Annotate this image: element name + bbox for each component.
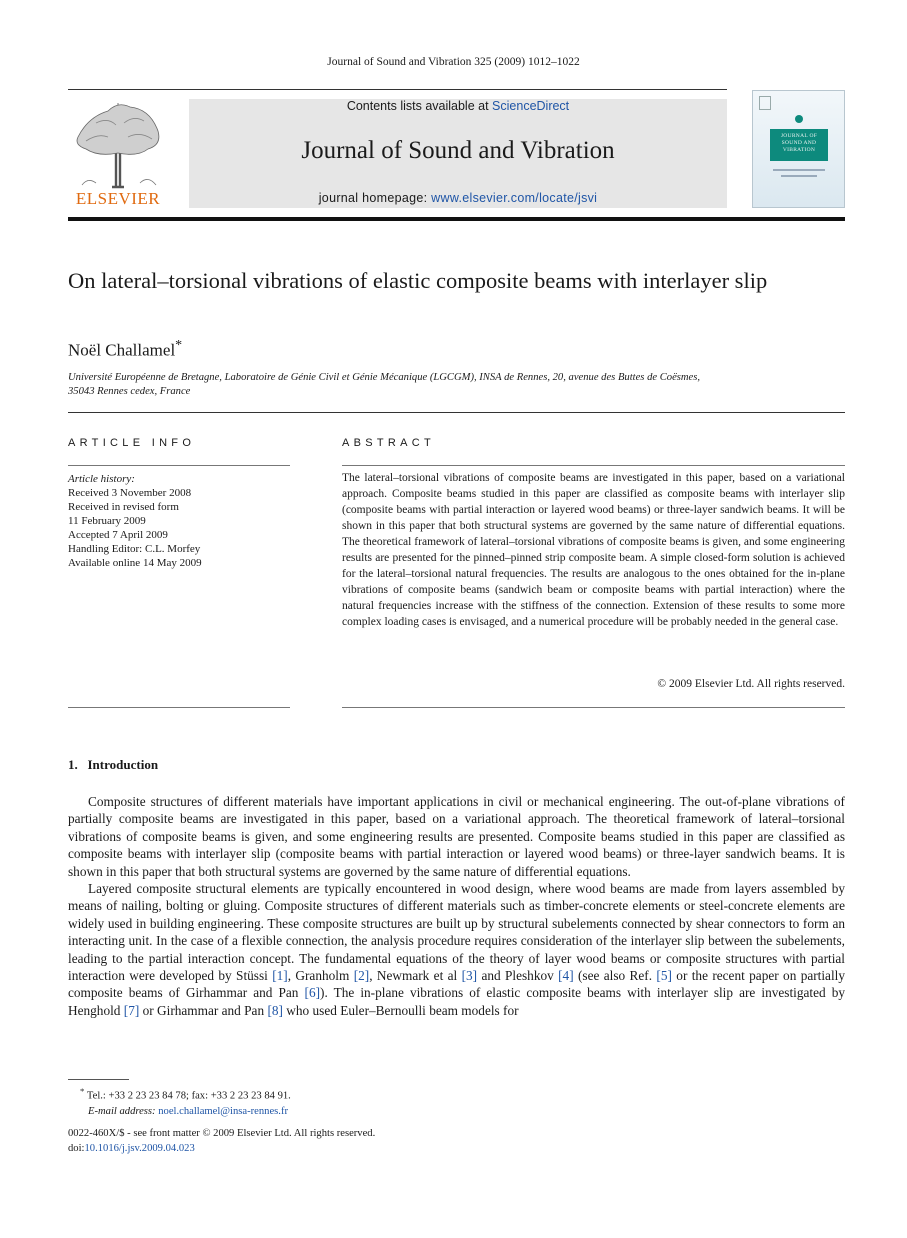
citation-2[interactable]: [2] bbox=[353, 968, 370, 984]
elsevier-tree-icon bbox=[68, 97, 168, 189]
para2-text: who used Euler–Bernoulli beam models for bbox=[282, 1002, 519, 1018]
doi-label: doi: bbox=[68, 1143, 85, 1154]
article-title: On lateral–torsional vibrations of elastic composite beams with interlayer slip bbox=[68, 268, 768, 293]
front-matter bbox=[68, 1126, 768, 1156]
affiliation-line-1: Université Européenne de Bretagne, Laboratoire de Génie Civil et Génie Mécanique (LGCGM), INSA de Rennes, 20, avenue des Buttes de Coësmes, bbox=[68, 372, 701, 383]
sciencedirect-link[interactable]: ScienceDirect bbox=[492, 99, 570, 113]
running-head: Journal of Sound and Vibration 325 (2009) 1012–1022 bbox=[327, 56, 580, 68]
citation-3[interactable]: [3] bbox=[461, 968, 478, 984]
homepage-prefix: journal homepage: bbox=[318, 191, 428, 205]
para2-text: ). The in-plane vibrations of elastic composite beams with interlayer slip are investigated by Henghold bbox=[68, 985, 845, 1018]
abstract-rule bbox=[342, 465, 845, 466]
affiliation-line-2: 35043 Rennes cedex, France bbox=[68, 386, 191, 397]
citation-1[interactable]: [1] bbox=[272, 968, 288, 984]
abstract-bottom-rule bbox=[342, 707, 845, 708]
para2-text: Layered composite structural elements are typically encountered in wood design, where wood beams are made from layers assembled by means of nailing, bolting or gluing. Composite structures of different materials such as timber-concrete elements or steel-concrete elements are widely used in building engineering. These composite structures are built up by structural subelements connected by shear connectors to form an interacting unit. In the case of a flexible connection, the analysis procedure requires consideration of the interlayer slip between the subelements, leading to the partial interaction concept. The fundamental equations of the theory of layer wood beams or composite structures with partial interaction were developed by Stüssi bbox=[68, 881, 845, 984]
article-info-rule bbox=[68, 465, 290, 466]
article-history bbox=[68, 472, 290, 570]
journal-cover-thumbnail[interactable] bbox=[752, 90, 845, 208]
journal-masthead bbox=[189, 99, 727, 208]
author-line bbox=[68, 338, 182, 361]
cover-emblem-icon bbox=[795, 115, 803, 123]
history-item: Available online 14 May 2009 bbox=[68, 557, 202, 569]
history-item: Handling Editor: C.L. Morfey bbox=[68, 543, 201, 555]
elsevier-logo[interactable] bbox=[68, 97, 168, 209]
issn-line: 0022-460X/$ - see front matter © 2009 Elsevier Ltd. All rights reserved. bbox=[68, 1128, 376, 1139]
doi-link[interactable]: 10.1016/j.jsv.2009.04.023 bbox=[84, 1143, 195, 1154]
para2-text: , Newmark et al bbox=[369, 968, 458, 984]
footnote-tel: Tel.: +33 2 23 23 84 78; fax: +33 2 23 23 84 91. bbox=[86, 1090, 291, 1102]
header-top-rule bbox=[68, 89, 727, 90]
citation-6[interactable]: [6] bbox=[304, 985, 321, 1001]
abstract-copyright: © 2009 Elsevier Ltd. All rights reserved. bbox=[657, 678, 845, 690]
para2-text: and Pleshkov bbox=[477, 968, 554, 984]
history-item: Received 3 November 2008 bbox=[68, 487, 192, 499]
para2-text: , Granholm bbox=[287, 968, 350, 984]
para2-text: (see also Ref. bbox=[573, 968, 653, 984]
footnote-rule bbox=[68, 1079, 129, 1080]
cover-line-2 bbox=[781, 175, 817, 177]
cover-title-band: JOURNAL OF SOUND AND VIBRATION bbox=[770, 129, 828, 161]
history-item: Received in revised form bbox=[68, 501, 179, 513]
para2-text: or the recent paper on partially composite beams of Girhammar and Pan bbox=[68, 968, 845, 1001]
header-thick-rule bbox=[68, 217, 845, 221]
history-item: 11 February 2009 bbox=[68, 515, 146, 527]
abstract-heading: ABSTRACT bbox=[342, 437, 436, 449]
author-footnote-mark[interactable]: * bbox=[175, 338, 183, 353]
footnote-contact bbox=[68, 1084, 768, 1104]
history-label: Article history: bbox=[68, 473, 135, 485]
citation-8[interactable]: [8] bbox=[267, 1002, 283, 1018]
footnote-email-line bbox=[68, 1104, 768, 1119]
author-name: Noël Challamel bbox=[68, 340, 176, 360]
homepage-line bbox=[189, 191, 727, 205]
cover-line-1 bbox=[773, 169, 825, 171]
doi-line bbox=[68, 1141, 768, 1156]
citation-7[interactable]: [7] bbox=[123, 1002, 140, 1018]
email-label: E-mail address: bbox=[88, 1105, 156, 1117]
history-item: Accepted 7 April 2009 bbox=[68, 529, 168, 541]
section-heading-introduction: 1. Introduction bbox=[68, 757, 159, 772]
para2-text: or Girhammar and Pan bbox=[139, 1002, 265, 1018]
contents-prefix: Contents lists available at bbox=[346, 99, 489, 113]
elsevier-wordmark: ELSEVIER bbox=[75, 189, 161, 208]
footnote bbox=[68, 1084, 768, 1119]
contents-line bbox=[189, 99, 727, 113]
affiliation-rule bbox=[68, 412, 845, 413]
email-link[interactable]: noel.challamel@insa-rennes.fr bbox=[158, 1105, 288, 1117]
footnote-mark: * bbox=[80, 1086, 85, 1096]
citation-5[interactable]: [5] bbox=[656, 968, 672, 984]
homepage-link[interactable]: www.elsevier.com/locate/jsvi bbox=[431, 191, 598, 205]
paragraph-2 bbox=[68, 880, 845, 1019]
paragraph-1: Composite structures of different materials have important applications in civil or mechanical engineering. The out-of-plane vibrations of partially composite beams are investigated in this paper, based on a variational approach. The theoretical framework of lateral–torsional vibrations of composite beams is given, and some engineering results are presented. Composite beams studied in this paper are classified as composite beams with interlayer slip (composite beams with partial interaction or layered wood beams) or three-layer sandwich beams. It is shown in this paper that both structural systems are governed by the same nature of differential equations. bbox=[68, 794, 845, 879]
affiliation bbox=[68, 371, 828, 399]
abstract-text: The lateral–torsional vibrations of composite beams are investigated in this paper, based on a variational approach. Composite beams studied in this paper are classified as composite beams with interlayer slip (composite beams with partial interaction or layered wood beams) or three-layer sandwich beams. It will be shown in this paper that both structural systems are governed by the same nature of differential equations. The theoretical framework of lateral–torsional vibrations of composite beams is given, and some engineering results are presented for the pinned–pinned strip composite beam. A simple closed-form solution is achieved for the lateral–torsional natural frequencies. The results are analogous to the ones obtained for the in-plane vibrations of composite beams (sandwich beam or composite beams with partial interaction) where the natural frequencies increase with the stiffness of the connection. Extension of these results to some more complex loading cases is envisaged, and a numerical procedure will be probably needed in the general case. bbox=[342, 472, 845, 628]
citation-4[interactable]: [4] bbox=[558, 968, 574, 984]
body-text bbox=[68, 793, 845, 1019]
journal-title: Journal of Sound and Vibration bbox=[301, 137, 615, 164]
article-info-heading: ARTICLE INFO bbox=[68, 437, 196, 449]
article-info-bottom-rule bbox=[68, 707, 290, 708]
cover-logo-icon bbox=[759, 96, 771, 110]
